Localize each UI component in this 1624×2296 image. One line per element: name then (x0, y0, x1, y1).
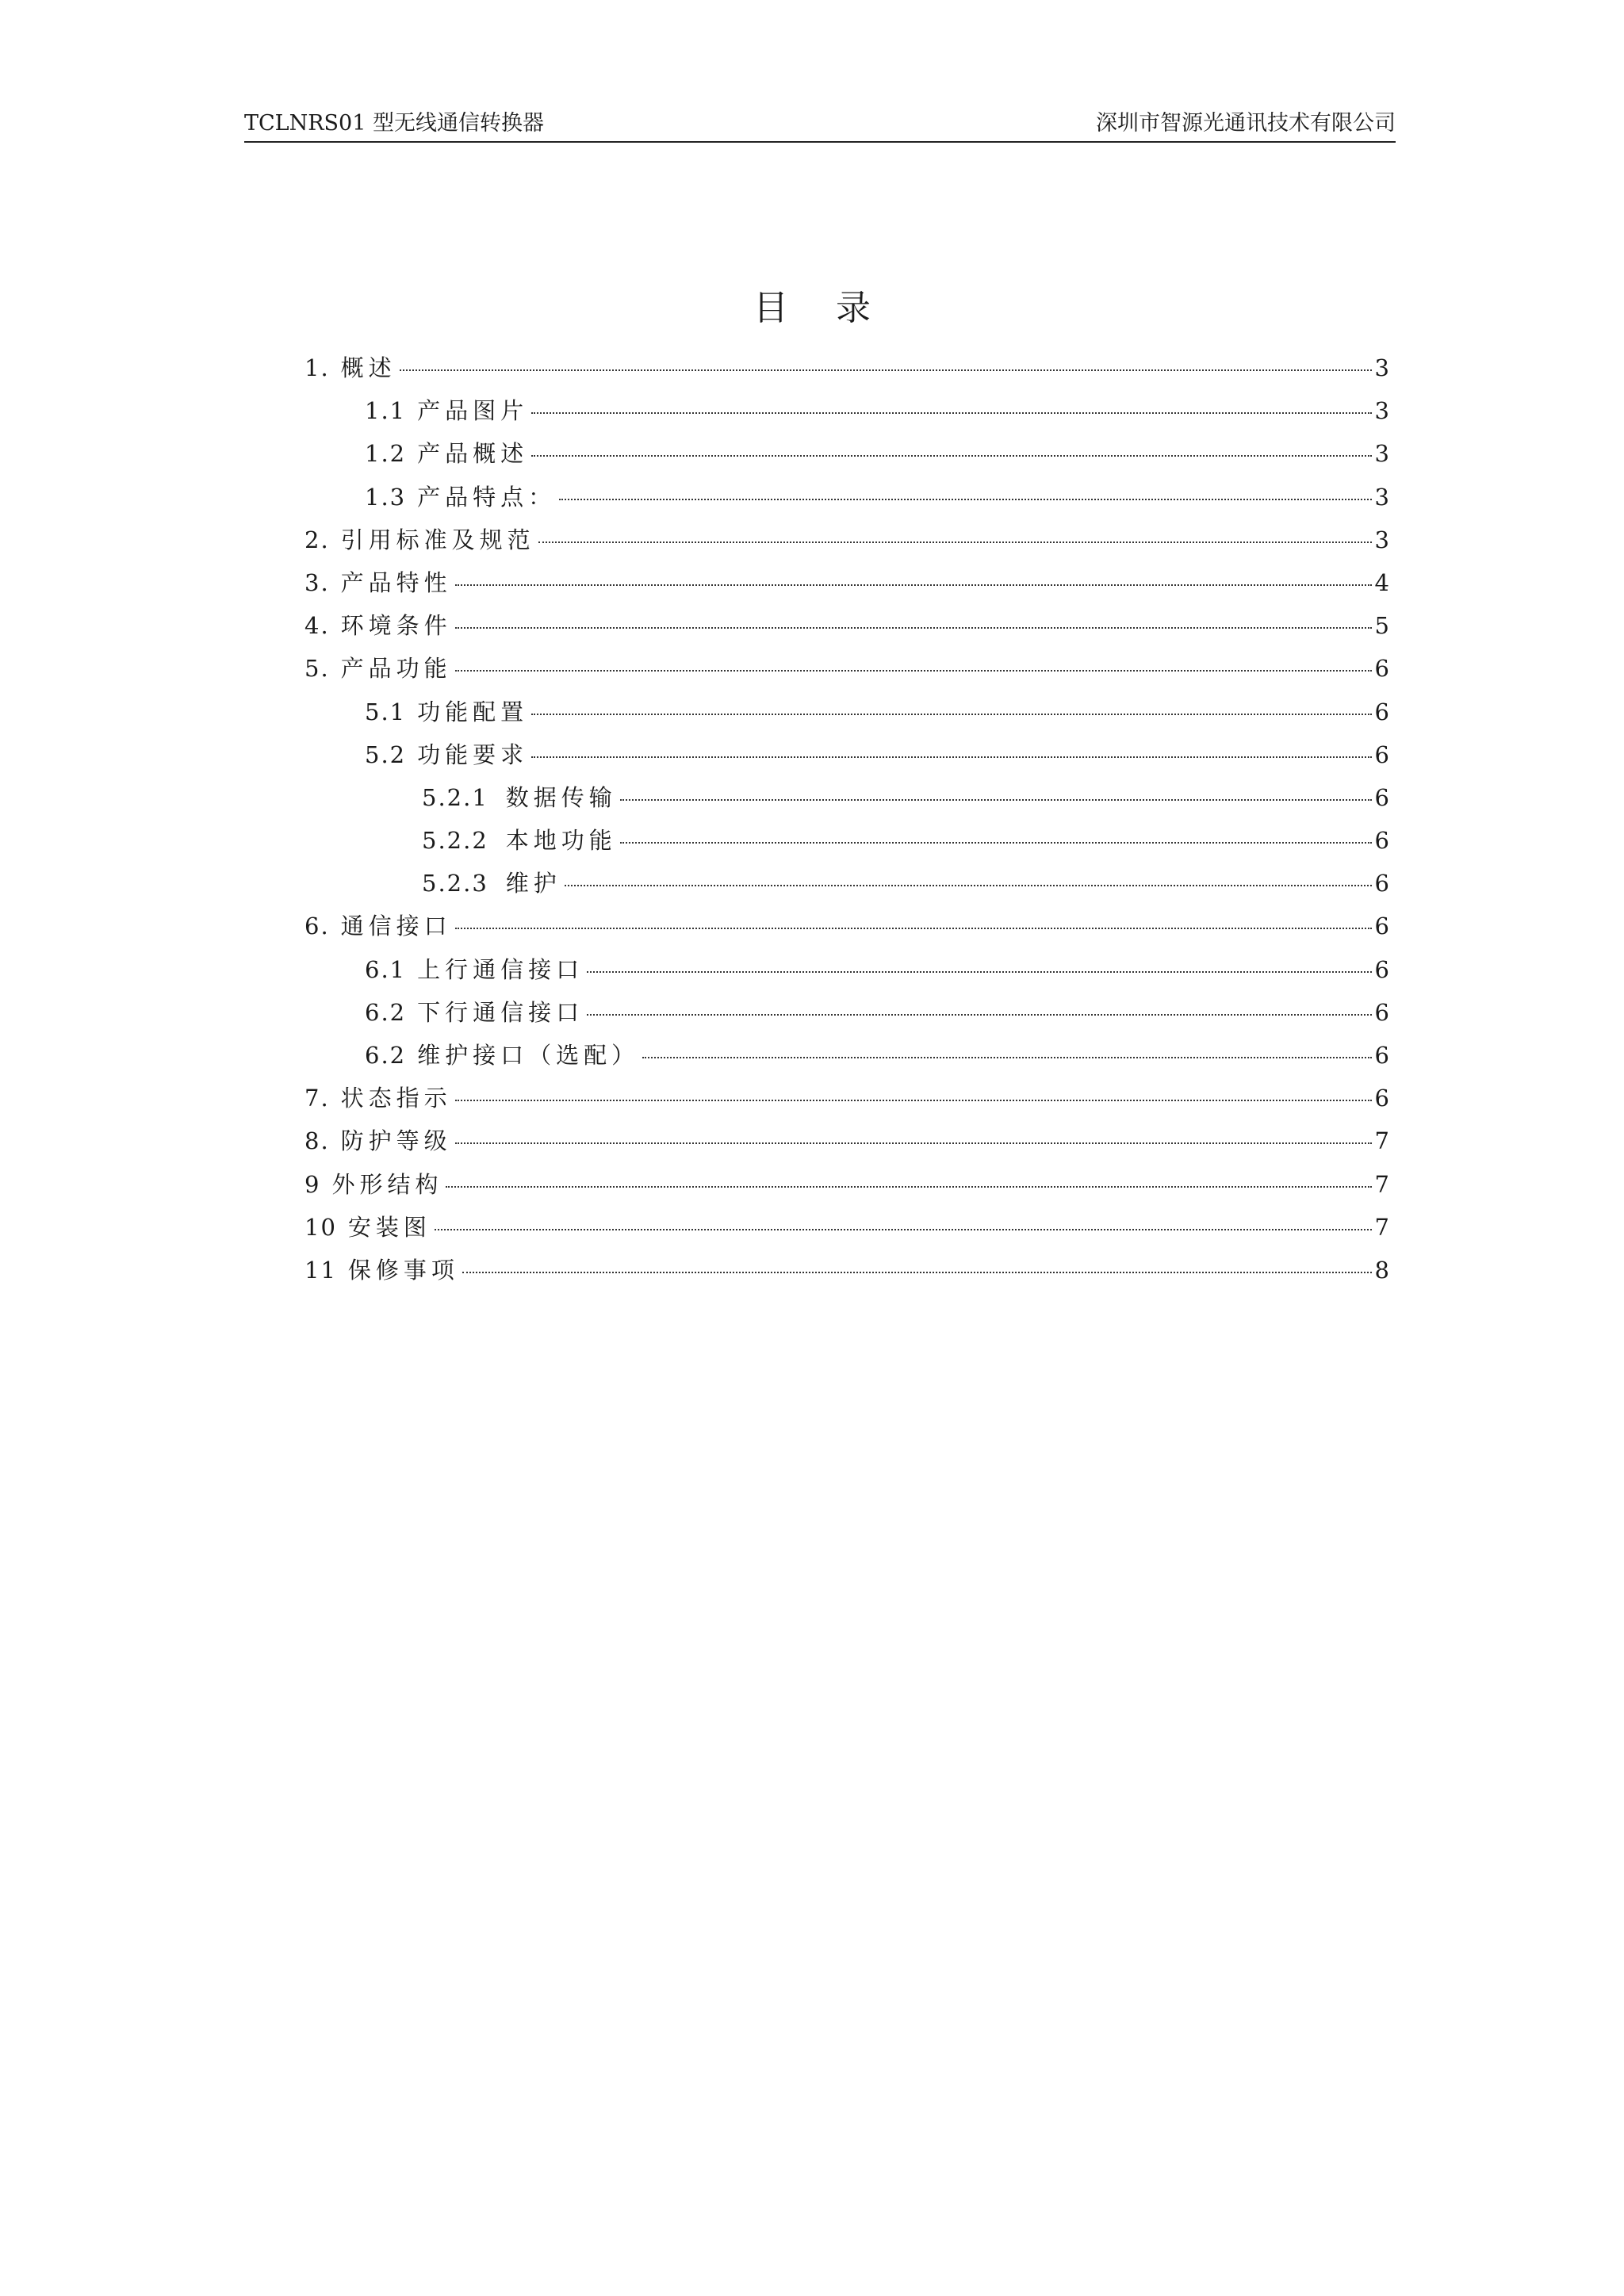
toc-entry-number: 4. (304, 612, 330, 640)
toc-entry-page-number: 5 (1374, 612, 1389, 640)
toc-entry-page-number: 6 (1374, 870, 1389, 897)
toc-entry-number: 7. (304, 1085, 330, 1112)
toc-entry-label: 维护接口（选配） (417, 1042, 640, 1069)
toc-entry-page-number: 6 (1374, 655, 1389, 683)
toc-entry[interactable] (304, 823, 1389, 866)
toc-entry-label: 状态指示 (340, 1085, 452, 1112)
toc-entry-label: 环境条件 (340, 612, 452, 640)
toc-entry-page-number: 8 (1374, 1256, 1389, 1284)
toc-dot-leader (435, 1229, 1372, 1230)
toc-entry[interactable] (304, 952, 1389, 995)
toc-dot-leader (455, 1100, 1372, 1101)
toc-entry-page-number: 7 (1374, 1213, 1389, 1241)
toc-entry-number: 6.2 (365, 998, 407, 1026)
toc-entry-page-number: 6 (1374, 998, 1389, 1026)
toc-dot-leader (587, 1014, 1371, 1016)
toc-entry-number: 10 (304, 1213, 337, 1241)
toc-entry-label: 安装图 (347, 1213, 431, 1241)
toc-entry[interactable] (304, 995, 1389, 1038)
toc-entry-number: 6.1 (365, 955, 407, 983)
toc-entry-label: 下行通信接口 (417, 998, 584, 1026)
toc-entry[interactable] (304, 608, 1389, 651)
toc-entry-label: 产品图片 (417, 397, 529, 425)
toc-entry-label: 概述 (340, 354, 396, 381)
toc-entry-number: 5.2.1 (422, 783, 488, 811)
toc-entry-number: 11 (304, 1256, 337, 1284)
toc-entry-label: 保修事项 (347, 1256, 459, 1284)
toc-dot-leader (620, 799, 1372, 801)
document-model-title: TCLNRS01 型无线通信转换器 (244, 111, 544, 136)
toc-entry-label: 维护 (505, 870, 561, 897)
toc-entry[interactable] (304, 909, 1389, 951)
toc-entry[interactable] (304, 737, 1389, 780)
toc-entry-page-number: 6 (1374, 1085, 1389, 1112)
toc-entry-page-number: 6 (1374, 955, 1389, 983)
toc-entry-number: 5.2.3 (422, 870, 488, 897)
company-name: 深圳市智源光通讯技术有限公司 (1096, 111, 1396, 136)
toc-entry-label: 产品概述 (417, 440, 529, 468)
toc-entry[interactable] (304, 480, 1389, 522)
toc-entry[interactable] (304, 1210, 1389, 1253)
toc-dot-leader (531, 714, 1371, 715)
toc-entry-page-number: 3 (1374, 440, 1389, 468)
toc-entry-number: 1. (304, 354, 330, 381)
toc-entry-label: 上行通信接口 (417, 955, 584, 983)
toc-entry-number: 5.1 (365, 698, 407, 725)
toc-entry-number: 5. (304, 655, 330, 683)
toc-entry-page-number: 3 (1374, 526, 1389, 553)
toc-dot-leader (538, 541, 1372, 543)
toc-dot-leader (559, 499, 1371, 500)
toc-entry-label: 引用标准及规范 (340, 526, 535, 553)
toc-dot-leader (455, 584, 1372, 586)
toc-entry[interactable] (304, 1038, 1389, 1081)
toc-entry[interactable] (304, 866, 1389, 909)
toc-entry-page-number: 6 (1374, 827, 1389, 855)
toc-entry[interactable] (304, 780, 1389, 823)
toc-dot-leader (531, 756, 1371, 758)
toc-entry-page-number: 6 (1374, 698, 1389, 725)
toc-entry-number: 3. (304, 568, 330, 596)
toc-entry[interactable] (304, 695, 1389, 737)
toc-dot-leader (455, 928, 1372, 929)
toc-dot-leader (400, 369, 1372, 371)
toc-dot-leader (455, 670, 1372, 672)
toc-entry-label: 本地功能 (505, 827, 617, 855)
toc-entry[interactable] (304, 393, 1389, 436)
toc-entry-page-number: 7 (1374, 1127, 1389, 1155)
toc-entry-number: 1.3 (365, 483, 407, 511)
toc-dot-leader (531, 455, 1371, 457)
toc-entry[interactable] (304, 1167, 1389, 1210)
toc-entry-number: 5.2.2 (422, 827, 488, 855)
toc-entry[interactable] (304, 1123, 1389, 1166)
toc-dot-leader (531, 412, 1371, 414)
toc-entry-page-number: 6 (1374, 1042, 1389, 1069)
toc-entry-label: 数据传输 (505, 783, 617, 811)
page-header (244, 105, 1396, 143)
toc-entry-number: 9 (304, 1170, 321, 1198)
toc-dot-leader (620, 842, 1372, 844)
toc-entry-page-number: 6 (1374, 783, 1389, 811)
toc-entry[interactable] (304, 522, 1389, 565)
toc-entry[interactable] (304, 1253, 1389, 1295)
toc-entry-label: 通信接口 (340, 913, 452, 940)
toc-entry-number: 6.2 (365, 1042, 407, 1069)
toc-entry-number: 5.2 (365, 740, 407, 768)
toc-entry-page-number: 3 (1374, 397, 1389, 425)
toc-entry-number: 1.1 (365, 397, 407, 425)
toc-entry-label: 功能配置 (417, 698, 529, 725)
toc-entry-label: 产品功能 (340, 655, 452, 683)
toc-entry[interactable] (304, 436, 1389, 479)
toc-entry[interactable] (304, 350, 1389, 393)
table-of-contents (304, 350, 1389, 1295)
toc-entry-page-number: 6 (1374, 740, 1389, 768)
toc-dot-leader (455, 627, 1372, 629)
toc-dot-leader (446, 1186, 1371, 1188)
toc-title: 目录 (753, 288, 918, 328)
toc-entry-page-number: 7 (1374, 1170, 1389, 1198)
toc-entry-page-number: 3 (1374, 483, 1389, 511)
toc-entry-number: 6. (304, 913, 330, 940)
toc-entry-page-number: 6 (1374, 913, 1389, 940)
toc-entry-number: 8. (304, 1127, 330, 1155)
toc-entry-label: 产品特点： (417, 483, 557, 511)
toc-dot-leader (565, 885, 1372, 886)
toc-entry-page-number: 4 (1374, 568, 1389, 596)
toc-entry-label: 防护等级 (340, 1127, 452, 1155)
toc-entry[interactable] (304, 1081, 1389, 1123)
toc-entry-label: 产品特性 (340, 568, 452, 596)
toc-entry-number: 1.2 (365, 440, 407, 468)
toc-dot-leader (455, 1142, 1372, 1144)
toc-dot-leader (587, 971, 1371, 973)
toc-dot-leader (462, 1272, 1372, 1273)
toc-entry-page-number: 3 (1374, 354, 1389, 381)
toc-entry-number: 2. (304, 526, 330, 553)
toc-entry-label: 外形结构 (331, 1170, 443, 1198)
toc-entry[interactable] (304, 565, 1389, 608)
toc-dot-leader (642, 1057, 1371, 1058)
toc-entry-label: 功能要求 (417, 740, 529, 768)
toc-entry[interactable] (304, 651, 1389, 694)
